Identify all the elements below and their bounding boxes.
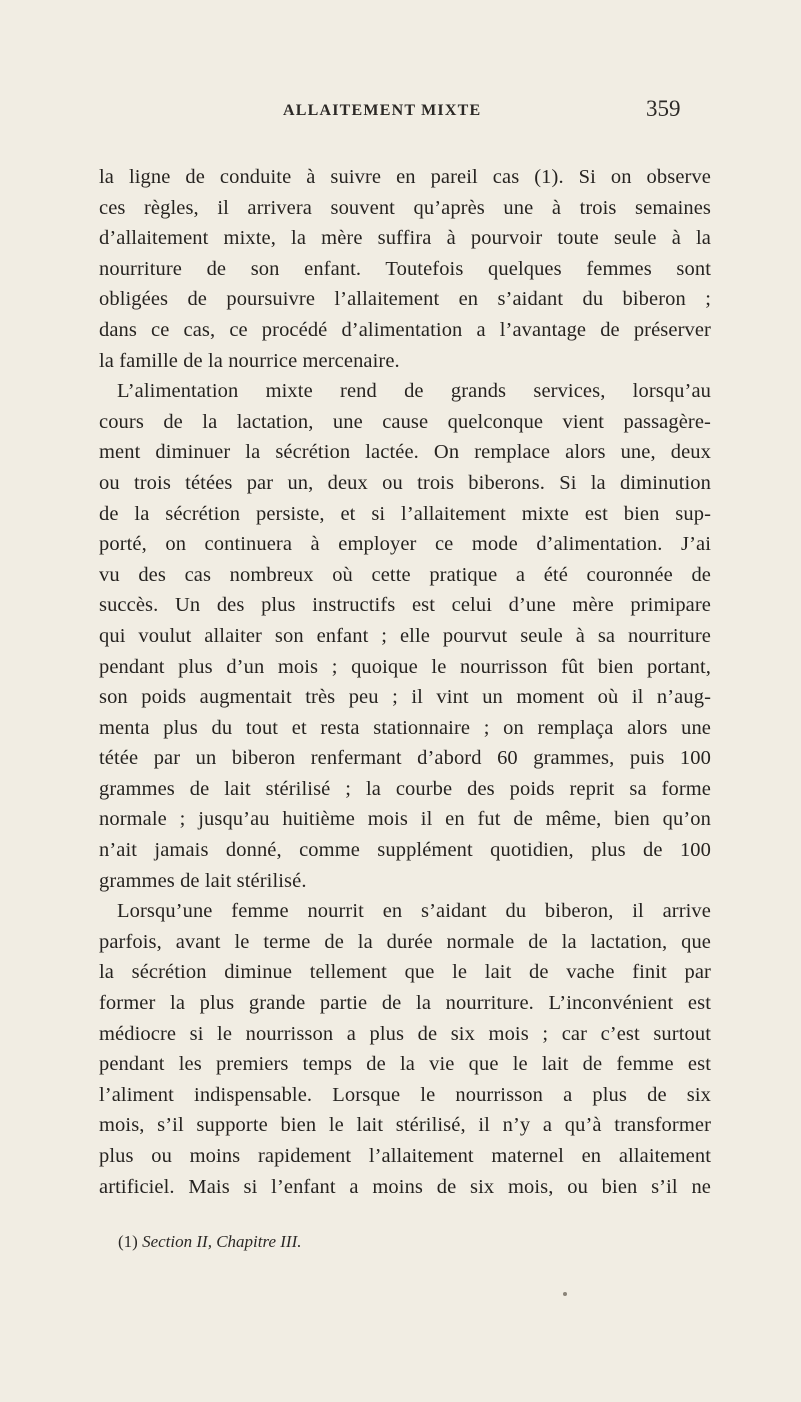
paragraph-alimentation-mixte — [99, 376, 711, 896]
body-text — [99, 162, 711, 1202]
text-line: cours de la lactation, une cause quelconque vient passagère- — [99, 410, 711, 433]
text-line: mois, s’il supporte bien le lait stérilisé, il n’y a qu’à transformer — [99, 1114, 711, 1137]
text-line: Lorsqu’une femme nourrit en s’aidant du biberon, il arrive — [117, 900, 711, 923]
text-line: de la sécrétion persiste, et si l’allaitement mixte est bien sup- — [99, 502, 711, 525]
text-line: plus ou moins rapidement l’allaitement maternel en allaitement — [99, 1145, 711, 1167]
text-line: la ligne de conduite à suivre en pareil cas (1). Si on observe — [99, 166, 711, 188]
text-line: tétée par un biberon renfermant d’abord 60 grammes, puis 100 — [99, 747, 711, 770]
running-head-title: ALLAITEMENT MIXTE — [283, 102, 482, 119]
text-line: pendant plus d’un mois ; quoique le nourrisson fût bien portant, — [99, 655, 711, 678]
text-line: former la plus grande partie de la nourriture. L’inconvénient est — [99, 992, 711, 1015]
text-line: pendant les premiers temps de la vie que le lait de femme est — [99, 1053, 711, 1076]
paper-speck — [563, 1292, 567, 1296]
text-line: la famille de la nourrice mercenaire. — [99, 349, 400, 372]
text-line: succès. Un des plus instructifs est celui d’une mère primipare — [99, 594, 711, 617]
footnote — [118, 1232, 302, 1252]
text-line: son poids augmentait très peu ; il vint un moment où il n’aug- — [99, 686, 711, 709]
paragraph-lorsqu-une-femme — [99, 896, 711, 1202]
text-line: n’ait jamais donné, comme supplément quotidien, plus de 100 — [99, 839, 711, 862]
footnote-text: Section II, Chapitre III. — [142, 1232, 302, 1251]
text-line: médiocre si le nourrisson a plus de six mois ; car c’est surtout — [99, 1022, 711, 1045]
text-line: ou trois tétées par un, deux ou trois biberons. Si la diminution — [99, 471, 711, 494]
text-line: L’alimentation mixte rend de grands services, lorsqu’au — [117, 380, 711, 403]
text-line: normale ; jusqu’au huitième mois il en fut de même, bien qu’on — [99, 808, 711, 831]
text-line: parfois, avant le terme de la durée normale de la lactation, que — [99, 930, 711, 953]
text-line: qui voulut allaiter son enfant ; elle pourvut seule à sa nourriture — [99, 624, 711, 647]
text-line: ment diminuer la sécrétion lactée. On remplace alors une, deux — [99, 441, 711, 464]
text-line: vu des cas nombreux où cette pratique a été couronnée de — [99, 563, 711, 586]
text-line: la sécrétion diminue tellement que le lait de vache finit par — [99, 961, 711, 984]
page-number: 359 — [646, 96, 681, 121]
running-head — [0, 96, 801, 130]
text-line: grammes de lait stérilisé ; la courbe des poids reprit sa forme — [99, 777, 711, 800]
text-line: obligées de poursuivre l’allaitement en s’aidant du biberon ; — [99, 288, 711, 311]
text-line: porté, on continuera à employer ce mode d’alimentation. J’ai — [99, 533, 711, 556]
text-line: nourriture de son enfant. Toutefois quelques femmes sont — [99, 257, 711, 280]
text-line: grammes de lait stérilisé. — [99, 869, 307, 892]
text-line: d’allaitement mixte, la mère suffira à pourvoir toute seule à la — [99, 227, 711, 250]
text-line: ces règles, il arrivera souvent qu’après une à trois semaines — [99, 196, 711, 219]
footnote-marker: (1) — [118, 1232, 138, 1251]
text-line: l’aliment indispensable. Lorsque le nourrisson a plus de six — [99, 1083, 711, 1106]
paragraph-continuation — [99, 162, 711, 376]
text-line: menta plus du tout et resta stationnaire ; on remplaça alors une — [99, 716, 711, 739]
text-line: artificiel. Mais si l’enfant a moins de six mois, ou bien s’il ne — [99, 1175, 711, 1198]
text-line: dans ce cas, ce procédé d’alimentation a l’avantage de préserver — [99, 318, 711, 341]
